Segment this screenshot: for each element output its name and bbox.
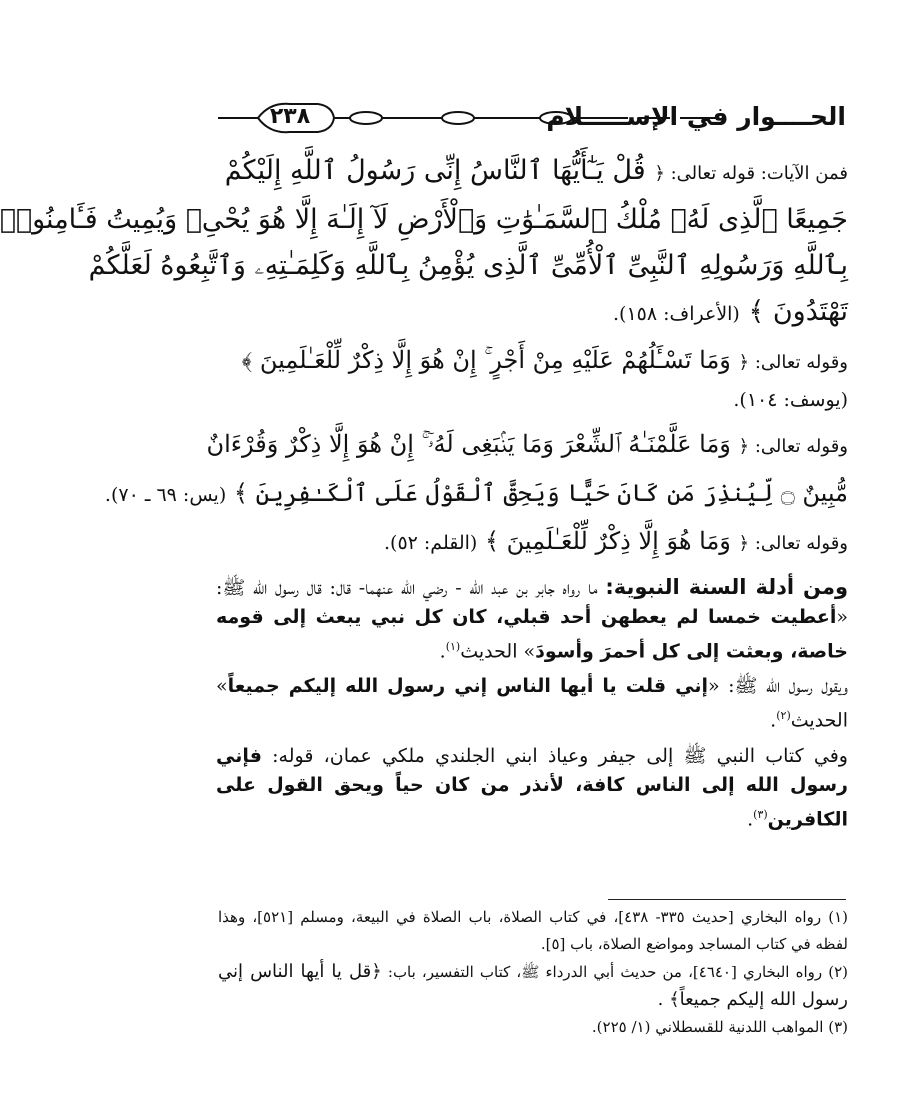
paragraph-lead: وقوله تعالى: ﴿ — [738, 436, 848, 457]
verse-line — [216, 337, 848, 386]
footnotes — [218, 904, 848, 1041]
paragraph-prophet-letter: وفي كتاب النبي ﷺ إلى جيفر وعياذ ابني الجلندي ملكي عمان، قوله: فإني رسول الله إلى الناس كافة، لأنذر من كان حياً ويحق القول على الكافرين$^{(٣)}$. — [216, 744, 848, 830]
page-number: ٢٣٨ — [269, 104, 311, 129]
verse-line — [104, 470, 848, 518]
verse-line — [216, 289, 848, 337]
quran-text: وَمَا هُوَ إِلَّا ذِكْرٌ لِّلْعَـٰلَمِينَ ﴾ — [484, 527, 731, 555]
verse-reference: (الأعراف: ١٥٨). — [613, 303, 740, 325]
footnote-3: (٣) المواهب اللدنية للقسطلاني (١/ ٢٢٥). — [591, 1018, 848, 1036]
quran-text: قُلْ يَـٰٓأَيُّهَا ٱلنَّاسُ إِنِّى رَسُولُ ٱللَّهِ إِلَيْكُمْ — [224, 155, 646, 186]
verse-line — [216, 148, 848, 197]
paragraph-verse-qalam — [216, 518, 848, 567]
quran-text: وَمَا عَلَّمْنَـٰهُ ٱلشِّعْرَ وَمَا يَنۢبَغِى لَهُۥٓ ۚ إِنْ هُوَ إِلَّا ذِكْرٌ وَقُرْءَانٌ — [206, 430, 731, 458]
footnote-separator — [608, 899, 846, 900]
running-title: الحــــوار في الإســـــلام — [546, 102, 846, 131]
footnote-verse: ﴿قل يا أيها الناس إني رسول الله إليكم جميعاً﴾ . — [218, 961, 848, 1010]
paragraph-lead: وقوله تعالى: ﴿ — [738, 352, 848, 373]
narration-text: ويقول رسول الله ﷺ: « — [708, 675, 848, 698]
verse-line — [216, 518, 848, 567]
narration-text: وفي كتاب النبي ﷺ إلى جيفر وعياذ ابني الجلندي ملكي عمان، قوله: — [261, 744, 848, 767]
paragraph-lead: وقوله تعالى: ﴿ — [738, 533, 848, 554]
narration-tail: » الحديث — [460, 640, 536, 663]
footnote-marker[interactable]: (٢) — [776, 709, 791, 723]
paragraph-sunnah-evidence: ومن أدلة السنة النبوية: ما رواه جابر بن عبد الله - رضي الله عنهما- قال: قال رسول الله ﷺ: «أعطيت خمسا لم يعطهن أحد قبلي، كان كل نبي يبعث إلى قومه خاصة، وبعثت إلى كل أحمرَ وأسودَ» الحديث$^{(١)}$. — [216, 575, 848, 663]
quran-text: تَهْتَدُونَ ﴾ — [748, 296, 848, 327]
paragraph-verse-yusuf — [216, 337, 848, 415]
footnote-text: (٢) رواه البخاري [٤٦٤٠]، من حديث أبي الدرداء ﷺ، كتاب التفسير، باب: — [381, 963, 849, 981]
footnote-marker[interactable]: (١) — [445, 640, 461, 653]
verse-reference: (يس: ٦٩ ـ ٧٠). — [104, 484, 227, 506]
hadith-text: أعطيت خمسا لم يعطهن أحد قبلي، كان كل نبي يبعث إلى قومه خاصة، وبعثت إلى كل أحمرَ وأسودَ — [216, 606, 848, 663]
footnote-2 — [218, 958, 848, 1014]
hadith-text: فإني رسول الله إلى الناس كافة، لأنذر من كان حياً ويحق القول على الكافرين — [216, 744, 848, 830]
page-header — [218, 96, 846, 140]
hadith-text: إني قلت يا أيها الناس إني رسول الله إليكم جميعاً — [227, 675, 709, 698]
verse-line: جَمِيعًا ٱلَّذِى لَهُۥ مُلْكُ ٱلسَّمَـٰوَٰتِ وَٱلْأَرْضِ لَآ إِلَـٰهَ إِلَّا هُوَ يُحْىِۦ وَيُمِيتُ فَـَٔامِنُوا۟ — [0, 204, 848, 235]
narration-tail: » الحديث — [216, 675, 848, 732]
verse-reference: (يوسف: ١٠٤). — [733, 389, 848, 411]
verse-line: بِٱللَّهِ وَرَسُولِهِ ٱلنَّبِىِّ ٱلْأُمِّىِّ ٱلَّذِى يُؤْمِنُ بِٱللَّهِ وَكَلِمَـٰتِهِۦ وَٱتَّبِعُوهُ لَعَلَّكُمْ — [88, 250, 848, 281]
section-label: ومن أدلة السنة النبوية: — [605, 575, 848, 599]
verse-reference: (القلم: ٥٢). — [383, 532, 478, 554]
verse-line — [206, 421, 848, 470]
footnote-1: (١) رواه البخاري [حديث ٣٣٥- ٤٣٨]، في كتاب الصلاة، باب الصلاة في البيعة، ومسلم [٥٢١]، وهذا لفظه في كتاب المساجد ومواضع الصلاة، باب [٥]. — [218, 908, 849, 953]
main-text — [0, 148, 848, 834]
quran-text: وَمَا تَسْـَٔلُهُمْ عَلَيْهِ مِنْ أَجْرٍ ۚ إِنْ هُوَ إِلَّا ذِكْرٌ لِّلْعَـٰلَمِينَ ﴾ — [241, 346, 731, 374]
narration-text: ما رواه جابر بن عبد الله - رضي الله عنهما- قال: قال رسول الله ﷺ: « — [216, 577, 848, 628]
paragraph-verse-araf — [0, 148, 848, 337]
quran-text: مُّبِينٌ ۝ لِّيُنذِرَ مَن كَانَ حَيًّا وَيَحِقَّ ٱلْقَوْلُ عَلَى ٱلْكَـٰفِرِينَ ﴾ — [233, 479, 848, 507]
paragraph-hadith-2: ويقول رسول الله ﷺ: «إني قلت يا أيها الناس إني رسول الله إليكم جميعاً» الحديث$^{(٢)}$. — [216, 675, 848, 732]
footnote-marker[interactable]: (٣) — [753, 807, 768, 821]
paragraph-lead: فمن الآيات: قوله تعالى: ﴿ — [654, 163, 848, 184]
paragraph-verse-yasin — [104, 421, 848, 518]
